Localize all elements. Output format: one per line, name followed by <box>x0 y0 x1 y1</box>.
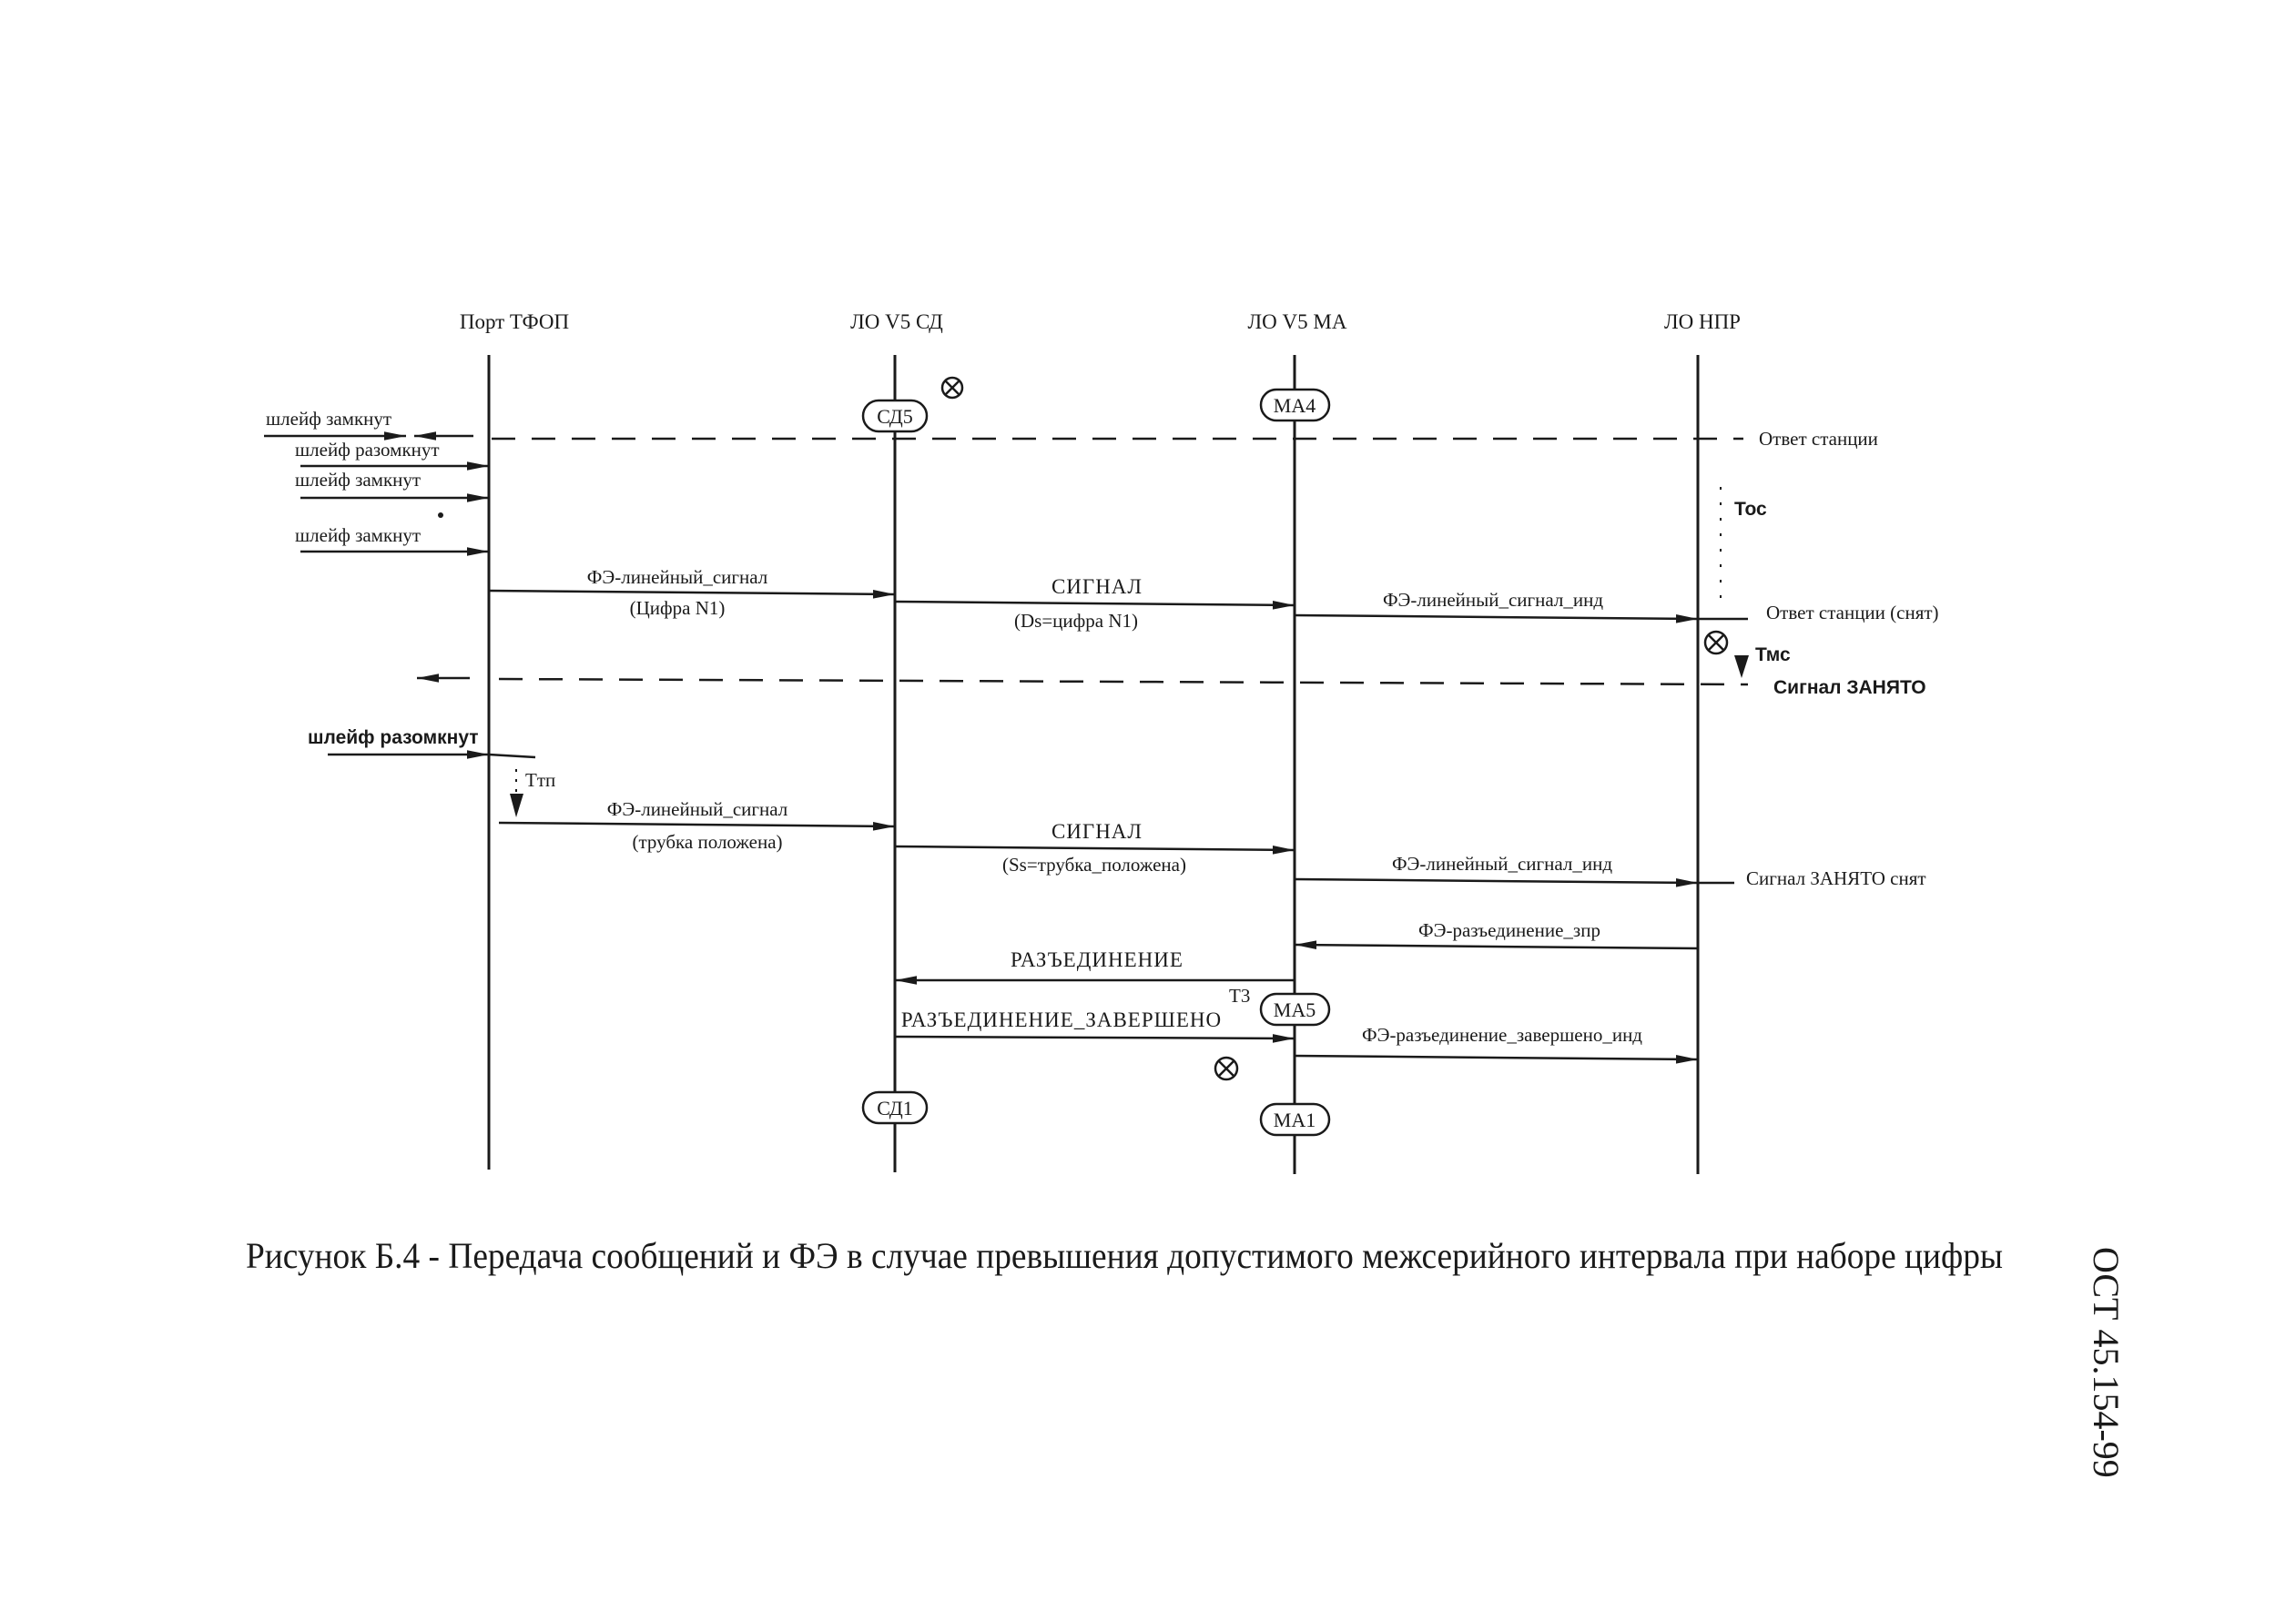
state-ma1-label: МА1 <box>1273 1109 1316 1131</box>
msg-fe-line-signal-ind-2-arrow <box>1295 879 1698 883</box>
msg-fe-disconnect-complete-ind-name: ФЭ-разъединение_завершено_инд <box>1361 1024 1643 1046</box>
lifeline-header-tfop: Порт ТФОП <box>459 310 570 333</box>
timer-ttp-label: Ттп <box>525 769 556 791</box>
state-sd1-label: СД1 <box>877 1097 913 1120</box>
state-ma1 <box>1261 1104 1329 1135</box>
msg-signal-2-name: СИГНАЛ <box>1051 820 1143 843</box>
msg-disconnect-name: РАЗЪЕДИНЕНИЕ <box>1011 948 1184 971</box>
lifeline-header-npr: ЛО НПР <box>1664 310 1741 333</box>
msg-fe-line-signal-1-param: (Цифра N1) <box>629 597 726 619</box>
msg-disconnect-complete-name: РАЗЪЕДИНЕНИЕ_ЗАВЕРШЕНО <box>900 1008 1223 1031</box>
input-loop-open-2: шлейф разомкнут <box>308 727 479 748</box>
timer-tmc-label: Тмс <box>1755 644 1791 665</box>
msg-fe-line-signal-ind-2-name: ФЭ-линейный_сигнал_инд <box>1391 853 1613 875</box>
msg-disconnect-complete-arrow <box>895 1037 1295 1038</box>
state-sd5 <box>863 400 927 431</box>
timer-tmc-stop-icon <box>1705 632 1727 653</box>
msg-signal-2-arrow <box>895 846 1295 850</box>
msg-fe-line-signal-2-param: (трубка положена) <box>632 831 783 853</box>
timer-tmc-triangle-icon <box>1734 655 1749 678</box>
dot-marker <box>438 512 443 518</box>
state-sd1 <box>863 1092 927 1123</box>
msg-fe-line-signal-ind-1-arrow <box>1295 615 1698 619</box>
loop-open-stub-line <box>489 755 535 757</box>
figure-caption: Рисунок Б.4 - Передача сообщений и ФЭ в случае превышения допустимого межсерийного интервала при наборе цифры <box>246 1235 2003 1276</box>
timer-t3-stop-icon <box>1215 1058 1237 1079</box>
msg-fe-line-signal-ind-1-name: ФЭ-линейный_сигнал_инд <box>1382 589 1604 611</box>
state-ma5-label: МА5 <box>1273 998 1316 1021</box>
input-loop-open-1: шлейф разомкнут <box>295 439 440 461</box>
msg-fe-line-signal-2-name: ФЭ-линейный_сигнал <box>606 798 788 820</box>
busy-signal-dashed-line <box>499 679 1748 684</box>
input-loop-closed-2: шлейф замкнут <box>295 469 422 491</box>
msg-fe-disconnect-req-name: ФЭ-разъединение_зпр <box>1418 919 1600 941</box>
msg-signal-1-arrow <box>895 602 1295 605</box>
label-busy-signal-removed: Сигнал ЗАНЯТО снят <box>1746 867 1926 889</box>
timer-t3-label: Т3 <box>1229 985 1251 1007</box>
label-station-answer: Ответ станции <box>1759 428 1878 450</box>
state-ma5 <box>1261 994 1329 1025</box>
lifeline-header-ma: ЛО V5 МА <box>1247 310 1347 333</box>
state-sd5-label: СД5 <box>877 405 913 428</box>
timer-toc-label: Тос <box>1734 499 1767 520</box>
label-station-answer-removed: Ответ станции (снят) <box>1766 602 1939 623</box>
timer-ttp-triangle-icon <box>510 794 523 817</box>
msg-signal-1-param: (Ds=цифра N1) <box>1014 610 1138 632</box>
label-busy-signal: Сигнал ЗАНЯТО <box>1773 677 1926 698</box>
lifeline-header-sd: ЛО V5 СД <box>850 310 943 333</box>
msg-fe-line-signal-1-name: ФЭ-линейный_сигнал <box>586 566 768 588</box>
state-ma4 <box>1261 390 1329 420</box>
input-loop-closed-3: шлейф замкнут <box>295 524 422 546</box>
msg-fe-disconnect-req-arrow <box>1295 945 1698 948</box>
msg-fe-disconnect-complete-ind-arrow <box>1295 1056 1698 1059</box>
msg-signal-1-name: СИГНАЛ <box>1051 575 1143 598</box>
input-loop-closed-1: шлейф замкнут <box>266 408 392 430</box>
state-ma4-label: МА4 <box>1273 394 1316 417</box>
msg-signal-2-param: (Ss=трубка_положена) <box>1002 854 1186 876</box>
timer-stop-icon <box>942 378 962 398</box>
msg-fe-line-signal-1-arrow <box>489 591 895 594</box>
msg-fe-line-signal-2-arrow <box>499 823 895 826</box>
document-code: ОСТ 45.154-99 <box>2086 1247 2127 1478</box>
